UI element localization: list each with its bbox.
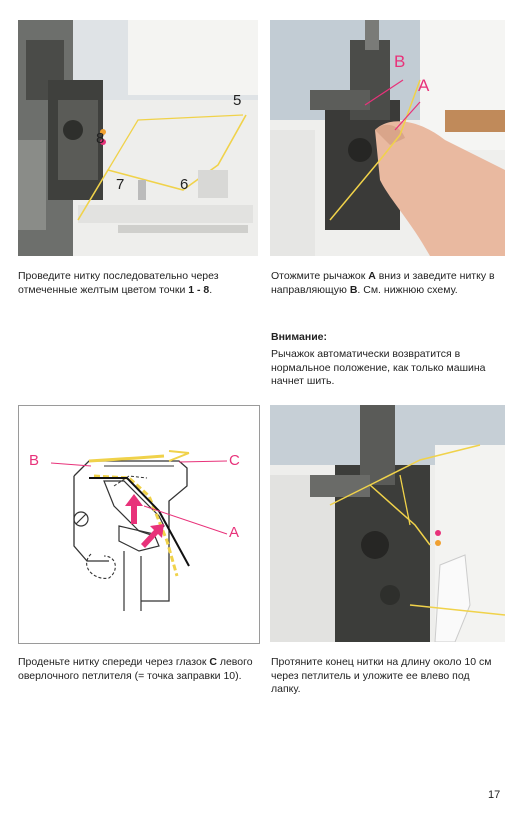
attention-heading: Внимание: xyxy=(271,331,327,343)
caption-lever-guide: Отожмите рычажок A вниз и заведите нитку в направляющую B. См. нижнюю схему. xyxy=(271,270,495,296)
diagram-label-C: C xyxy=(229,452,240,469)
diagram-label-A: A xyxy=(229,524,240,541)
photo1-label-6: 6 xyxy=(180,176,189,193)
caption-thread-under-foot: Протяните конец нитки на длину около 10 см через петлитель и уложите ее влево под лапку. xyxy=(271,656,492,695)
caption-looper-eye: Проденьте нитку спереди через глазок C левого оверлочного петлителя (= точка заправки 10). xyxy=(18,656,253,682)
photo-thread-under-foot xyxy=(270,405,505,642)
photo-threading-points xyxy=(18,20,258,256)
attention-text: Рычажок автоматически возвратится в нормальное положение, как только машина начнет шить. xyxy=(271,348,486,387)
photo1-label-5: 5 xyxy=(233,92,242,109)
caption-threading-points: Проведите нитку последовательно через отмеченные желтым цветом точки 1 - 8. xyxy=(18,270,219,296)
photo2-label-A: A xyxy=(418,76,430,95)
diagram-label-B: B xyxy=(29,452,40,469)
photo-lever-guide xyxy=(270,20,505,256)
page-number: 17 xyxy=(488,789,501,801)
photo1-label-7: 7 xyxy=(116,176,125,193)
photo2-label-B: B xyxy=(394,52,406,71)
photo1-label-8: 8 xyxy=(96,130,105,147)
looper-diagram xyxy=(18,405,260,644)
